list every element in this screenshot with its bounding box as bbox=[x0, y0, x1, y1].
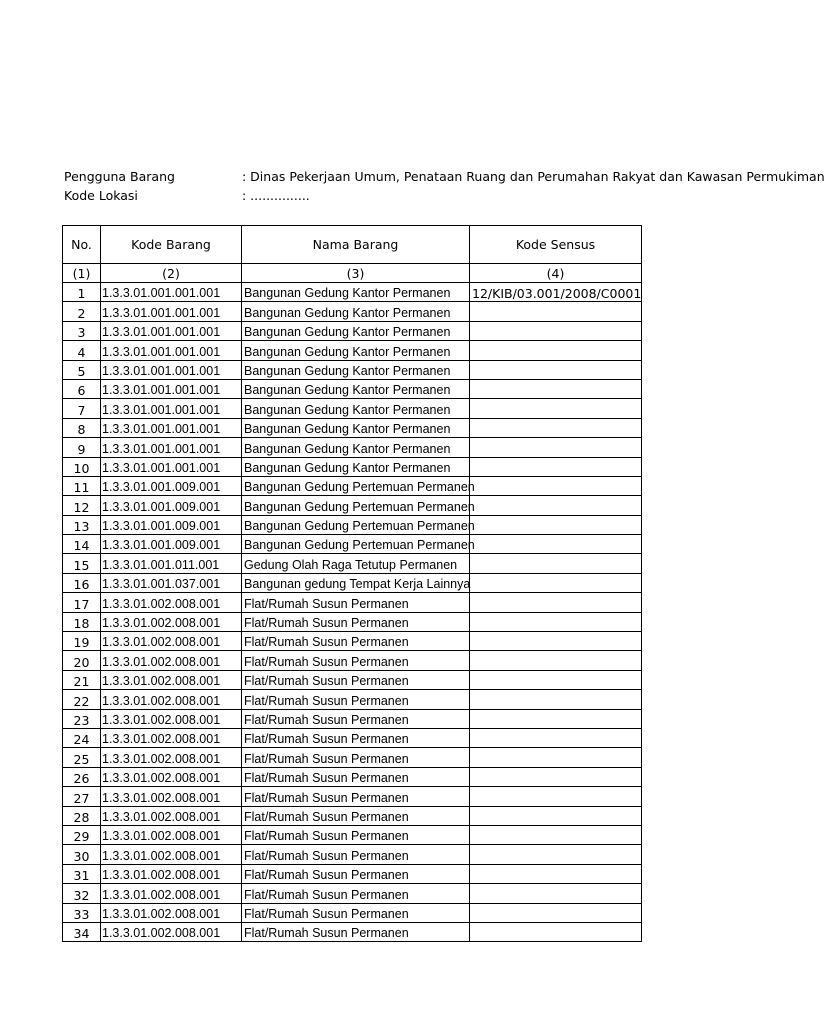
nama-barang-cell: Bangunan Gedung Kantor Permanen bbox=[242, 457, 470, 476]
pengguna-barang-label: Pengguna Barang bbox=[64, 169, 175, 184]
nama-barang-cell: Bangunan Gedung Kantor Permanen bbox=[242, 302, 470, 321]
kode-sensus-cell bbox=[470, 321, 642, 340]
table-row bbox=[63, 806, 642, 825]
document-header bbox=[64, 167, 825, 205]
table-row bbox=[63, 767, 642, 786]
table-row bbox=[63, 825, 642, 844]
kode-barang-cell: 1.3.3.01.002.008.001 bbox=[101, 670, 242, 689]
table-row bbox=[63, 884, 642, 903]
nama-barang-cell: Flat/Rumah Susun Permanen bbox=[242, 612, 470, 631]
kode-barang-cell: 1.3.3.01.002.008.001 bbox=[101, 690, 242, 709]
kode-sensus-cell bbox=[470, 845, 642, 864]
kode-lokasi-label: Kode Lokasi bbox=[64, 188, 138, 203]
nama-barang-cell: Flat/Rumah Susun Permanen bbox=[242, 845, 470, 864]
kode-sensus-cell bbox=[470, 341, 642, 360]
kode-sensus-cell bbox=[470, 864, 642, 883]
kode-sensus-cell bbox=[470, 632, 642, 651]
kode-sensus-cell bbox=[470, 825, 642, 844]
kode-sensus-cell bbox=[470, 787, 642, 806]
kode-barang-cell: 1.3.3.01.001.001.001 bbox=[101, 399, 242, 418]
kode-sensus-cell bbox=[470, 728, 642, 747]
kode-barang-cell: 1.3.3.01.002.008.001 bbox=[101, 845, 242, 864]
kode-sensus-cell bbox=[470, 399, 642, 418]
row-number: 19 bbox=[63, 632, 101, 651]
row-number: 7 bbox=[63, 399, 101, 418]
table-body bbox=[63, 283, 642, 942]
row-number: 28 bbox=[63, 806, 101, 825]
row-number: 26 bbox=[63, 767, 101, 786]
nama-barang-cell: Bangunan Gedung Kantor Permanen bbox=[242, 438, 470, 457]
nama-barang-cell: Flat/Rumah Susun Permanen bbox=[242, 748, 470, 767]
nama-barang-cell: Bangunan Gedung Kantor Permanen bbox=[242, 418, 470, 437]
pengguna-barang-row bbox=[64, 167, 825, 186]
row-number: 6 bbox=[63, 379, 101, 398]
table-row bbox=[63, 418, 642, 437]
kode-sensus-cell bbox=[470, 670, 642, 689]
kode-barang-cell: 1.3.3.01.001.009.001 bbox=[101, 476, 242, 495]
kode-barang-cell: 1.3.3.01.002.008.001 bbox=[101, 787, 242, 806]
column-number-2: (2) bbox=[101, 264, 242, 283]
nama-barang-cell: Bangunan Gedung Pertemuan Permanen bbox=[242, 476, 470, 495]
row-number: 9 bbox=[63, 438, 101, 457]
row-number: 34 bbox=[63, 922, 101, 941]
kode-barang-cell: 1.3.3.01.002.008.001 bbox=[101, 593, 242, 612]
column-header-row bbox=[63, 226, 642, 264]
kode-barang-cell: 1.3.3.01.002.008.001 bbox=[101, 612, 242, 631]
table-row bbox=[63, 457, 642, 476]
row-number: 17 bbox=[63, 593, 101, 612]
table-row bbox=[63, 476, 642, 495]
kode-sensus-cell bbox=[470, 709, 642, 728]
kode-sensus-cell bbox=[470, 476, 642, 495]
table-row bbox=[63, 709, 642, 728]
table-row bbox=[63, 438, 642, 457]
kode-barang-cell: 1.3.3.01.001.001.001 bbox=[101, 341, 242, 360]
kode-barang-cell: 1.3.3.01.001.009.001 bbox=[101, 515, 242, 534]
table-row bbox=[63, 554, 642, 573]
table-row bbox=[63, 612, 642, 631]
kode-sensus-cell bbox=[470, 903, 642, 922]
kode-barang-cell: 1.3.3.01.002.008.001 bbox=[101, 864, 242, 883]
table-row bbox=[63, 283, 642, 302]
table-row bbox=[63, 535, 642, 554]
nama-barang-cell: Flat/Rumah Susun Permanen bbox=[242, 670, 470, 689]
row-number: 32 bbox=[63, 884, 101, 903]
table-row bbox=[63, 903, 642, 922]
nama-barang-cell: Bangunan Gedung Kantor Permanen bbox=[242, 321, 470, 340]
table-row bbox=[63, 864, 642, 883]
table-row bbox=[63, 496, 642, 515]
kode-barang-cell: 1.3.3.01.002.008.001 bbox=[101, 709, 242, 728]
nama-barang-cell: Flat/Rumah Susun Permanen bbox=[242, 922, 470, 941]
kode-barang-cell: 1.3.3.01.001.009.001 bbox=[101, 535, 242, 554]
kode-barang-cell: 1.3.3.01.002.008.001 bbox=[101, 806, 242, 825]
column-number-1: (1) bbox=[63, 264, 101, 283]
nama-barang-cell: Flat/Rumah Susun Permanen bbox=[242, 632, 470, 651]
row-number: 10 bbox=[63, 457, 101, 476]
table-row bbox=[63, 360, 642, 379]
kode-sensus-cell bbox=[470, 767, 642, 786]
table-row bbox=[63, 690, 642, 709]
kode-barang-cell: 1.3.3.01.002.008.001 bbox=[101, 748, 242, 767]
kode-barang-cell: 1.3.3.01.001.037.001 bbox=[101, 573, 242, 592]
row-number: 2 bbox=[63, 302, 101, 321]
kode-sensus-cell bbox=[470, 922, 642, 941]
kode-sensus-cell bbox=[470, 651, 642, 670]
nama-barang-cell: Bangunan Gedung Kantor Permanen bbox=[242, 341, 470, 360]
kode-barang-cell: 1.3.3.01.001.001.001 bbox=[101, 283, 242, 302]
table-row bbox=[63, 593, 642, 612]
kode-barang-cell: 1.3.3.01.002.008.001 bbox=[101, 767, 242, 786]
kode-sensus-cell bbox=[470, 612, 642, 631]
kode-sensus-cell bbox=[470, 748, 642, 767]
nama-barang-cell: Flat/Rumah Susun Permanen bbox=[242, 767, 470, 786]
row-number: 29 bbox=[63, 825, 101, 844]
nama-barang-cell: Bangunan Gedung Pertemuan Permanen bbox=[242, 535, 470, 554]
kode-lokasi-row bbox=[64, 186, 644, 205]
kode-sensus-cell bbox=[470, 457, 642, 476]
row-number: 23 bbox=[63, 709, 101, 728]
nama-barang-cell: Flat/Rumah Susun Permanen bbox=[242, 787, 470, 806]
kode-lokasi-value: : ............... bbox=[242, 188, 310, 203]
kode-barang-cell: 1.3.3.01.002.008.001 bbox=[101, 884, 242, 903]
table-row bbox=[63, 748, 642, 767]
kode-barang-cell: 1.3.3.01.001.001.001 bbox=[101, 379, 242, 398]
kode-barang-cell: 1.3.3.01.001.001.001 bbox=[101, 418, 242, 437]
table-row bbox=[63, 573, 642, 592]
row-number: 33 bbox=[63, 903, 101, 922]
column-number-4: (4) bbox=[470, 264, 642, 283]
kode-barang-cell: 1.3.3.01.001.001.001 bbox=[101, 457, 242, 476]
kode-sensus-cell bbox=[470, 515, 642, 534]
table-row bbox=[63, 302, 642, 321]
nama-barang-cell: Bangunan gedung Tempat Kerja Lainnya bbox=[242, 573, 470, 592]
table-row bbox=[63, 341, 642, 360]
row-number: 21 bbox=[63, 670, 101, 689]
nama-barang-cell: Flat/Rumah Susun Permanen bbox=[242, 593, 470, 612]
nama-barang-cell: Bangunan Gedung Kantor Permanen bbox=[242, 360, 470, 379]
row-number: 22 bbox=[63, 690, 101, 709]
pengguna-barang-value: : Dinas Pekerjaan Umum, Penataan Ruang dan Perumahan Rakyat dan Kawasan Permukiman bbox=[242, 169, 825, 184]
row-number: 18 bbox=[63, 612, 101, 631]
kode-barang-cell: 1.3.3.01.001.001.001 bbox=[101, 438, 242, 457]
row-number: 4 bbox=[63, 341, 101, 360]
nama-barang-cell: Flat/Rumah Susun Permanen bbox=[242, 903, 470, 922]
row-number: 25 bbox=[63, 748, 101, 767]
table-row bbox=[63, 787, 642, 806]
row-number: 3 bbox=[63, 321, 101, 340]
kode-sensus-cell bbox=[470, 302, 642, 321]
kode-barang-cell: 1.3.3.01.001.009.001 bbox=[101, 496, 242, 515]
kode-barang-cell: 1.3.3.01.002.008.001 bbox=[101, 825, 242, 844]
table-row bbox=[63, 515, 642, 534]
table-row bbox=[63, 728, 642, 747]
row-number: 13 bbox=[63, 515, 101, 534]
inventory-table bbox=[62, 225, 642, 942]
column-header-nama-barang: Nama Barang bbox=[242, 226, 470, 264]
row-number: 12 bbox=[63, 496, 101, 515]
kode-sensus-cell bbox=[470, 554, 642, 573]
column-header-kode-sensus: Kode Sensus bbox=[470, 226, 642, 264]
kode-sensus-cell bbox=[470, 806, 642, 825]
kode-sensus-cell bbox=[470, 496, 642, 515]
nama-barang-cell: Flat/Rumah Susun Permanen bbox=[242, 825, 470, 844]
nama-barang-cell: Bangunan Gedung Pertemuan Permanen bbox=[242, 515, 470, 534]
table-row bbox=[63, 651, 642, 670]
kode-sensus-cell bbox=[470, 379, 642, 398]
row-number: 14 bbox=[63, 535, 101, 554]
kode-barang-cell: 1.3.3.01.001.001.001 bbox=[101, 360, 242, 379]
table-row bbox=[63, 632, 642, 651]
row-number: 27 bbox=[63, 787, 101, 806]
kode-barang-cell: 1.3.3.01.002.008.001 bbox=[101, 922, 242, 941]
kode-sensus-cell bbox=[470, 690, 642, 709]
table-row bbox=[63, 379, 642, 398]
nama-barang-cell: Flat/Rumah Susun Permanen bbox=[242, 884, 470, 903]
kode-barang-cell: 1.3.3.01.001.001.001 bbox=[101, 321, 242, 340]
nama-barang-cell: Flat/Rumah Susun Permanen bbox=[242, 709, 470, 728]
column-header-kode-barang: Kode Barang bbox=[101, 226, 242, 264]
kode-sensus-cell bbox=[470, 360, 642, 379]
row-number: 1 bbox=[63, 283, 101, 302]
row-number: 8 bbox=[63, 418, 101, 437]
nama-barang-cell: Flat/Rumah Susun Permanen bbox=[242, 806, 470, 825]
kode-sensus-cell bbox=[470, 438, 642, 457]
row-number: 15 bbox=[63, 554, 101, 573]
row-number: 5 bbox=[63, 360, 101, 379]
nama-barang-cell: Flat/Rumah Susun Permanen bbox=[242, 651, 470, 670]
row-number: 11 bbox=[63, 476, 101, 495]
nama-barang-cell: Bangunan Gedung Pertemuan Permanen bbox=[242, 496, 470, 515]
row-number: 16 bbox=[63, 573, 101, 592]
table-row bbox=[63, 922, 642, 941]
kode-sensus-cell bbox=[470, 573, 642, 592]
nama-barang-cell: Gedung Olah Raga Tetutup Permanen bbox=[242, 554, 470, 573]
nama-barang-cell: Flat/Rumah Susun Permanen bbox=[242, 728, 470, 747]
column-number-row bbox=[63, 264, 642, 283]
row-number: 30 bbox=[63, 845, 101, 864]
table-row bbox=[63, 670, 642, 689]
table-row bbox=[63, 399, 642, 418]
kode-sensus-cell bbox=[470, 593, 642, 612]
table-row bbox=[63, 845, 642, 864]
row-number: 20 bbox=[63, 651, 101, 670]
table-row bbox=[63, 321, 642, 340]
kode-barang-cell: 1.3.3.01.002.008.001 bbox=[101, 728, 242, 747]
nama-barang-cell: Bangunan Gedung Kantor Permanen bbox=[242, 283, 470, 302]
row-number: 31 bbox=[63, 864, 101, 883]
kode-barang-cell: 1.3.3.01.002.008.001 bbox=[101, 651, 242, 670]
kode-barang-cell: 1.3.3.01.001.011.001 bbox=[101, 554, 242, 573]
nama-barang-cell: Bangunan Gedung Kantor Permanen bbox=[242, 399, 470, 418]
kode-barang-cell: 1.3.3.01.001.001.001 bbox=[101, 302, 242, 321]
kode-sensus-cell bbox=[470, 884, 642, 903]
kode-sensus-cell bbox=[470, 535, 642, 554]
nama-barang-cell: Bangunan Gedung Kantor Permanen bbox=[242, 379, 470, 398]
kode-barang-cell: 1.3.3.01.002.008.001 bbox=[101, 903, 242, 922]
kode-sensus-cell: 12/KIB/03.001/2008/C0001 bbox=[470, 283, 642, 302]
nama-barang-cell: Flat/Rumah Susun Permanen bbox=[242, 864, 470, 883]
column-number-3: (3) bbox=[242, 264, 470, 283]
kode-barang-cell: 1.3.3.01.002.008.001 bbox=[101, 632, 242, 651]
kode-sensus-cell bbox=[470, 418, 642, 437]
row-number: 24 bbox=[63, 728, 101, 747]
nama-barang-cell: Flat/Rumah Susun Permanen bbox=[242, 690, 470, 709]
column-header-no: No. bbox=[63, 226, 101, 264]
